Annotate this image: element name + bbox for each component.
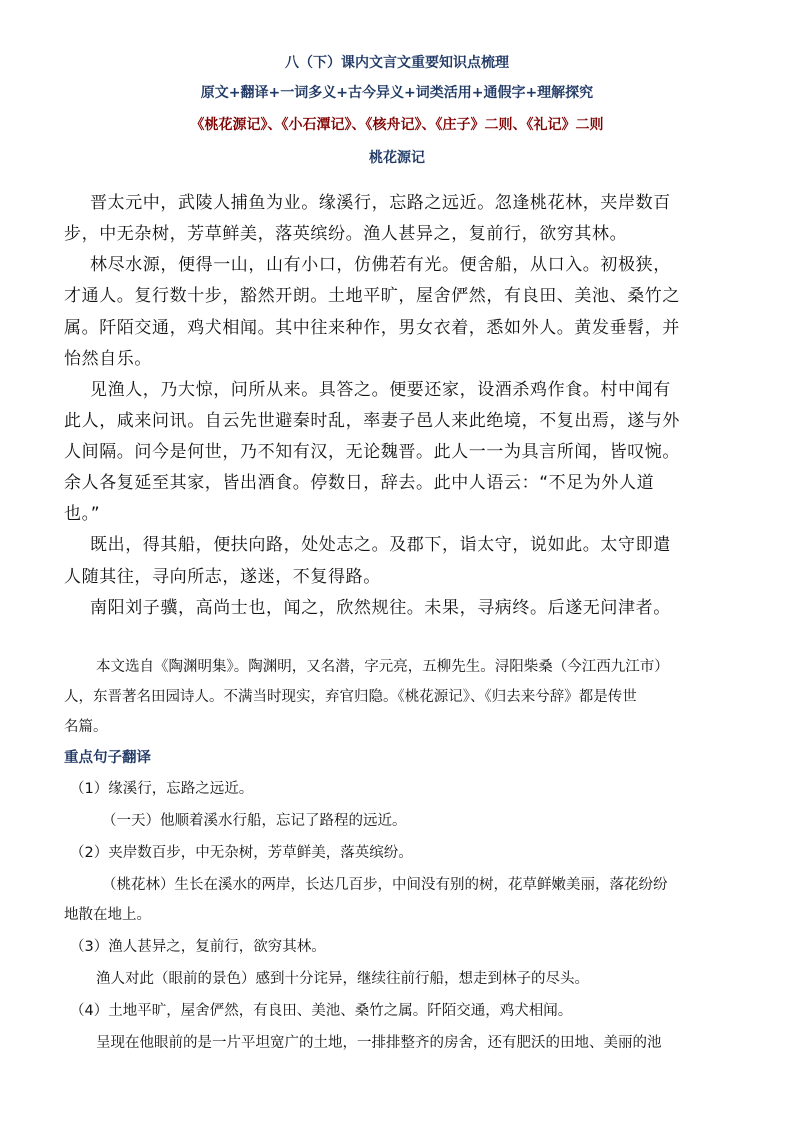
original-line: 晋太元中，武陵人捕鱼为业。缘溪行，忘路之远近。忽逢桃花林，夹岸数百	[90, 193, 671, 213]
translation-line: （一天）他顺着溪水行船，忘记了路程的远近。	[102, 813, 407, 829]
translation-heading: 重点句子翻译	[64, 750, 151, 766]
translation-line: 渔人对此（眼前的景色）感到十分诧异，继续往前行船，想走到林子的尽头。	[96, 971, 589, 987]
page-title: 八（下）课内文言文重要知识点梳理	[285, 55, 509, 71]
original-line: 余人各复延至其家，皆出酒食。停数日，辞去。此中人语云：“不足为外人道	[64, 473, 655, 493]
translation-line: （4）土地平旷，屋舍俨然，有良田、美池、桑竹之属。阡陌交通，鸡犬相闻。	[70, 1003, 573, 1019]
original-line: 才通人。复行数十步，豁然开朗。土地平旷，屋舍俨然，有良田、美池、桑竹之	[64, 286, 680, 306]
translation-line: 地散在地上。	[64, 907, 151, 923]
original-line: 见渔人，乃大惊，问所从来。具答之。便要还家，设酒杀鸡作食。村中闻有	[90, 380, 671, 400]
translation-line: 呈现在他眼前的是一片平坦宽广的土地，一排排整齐的房舍，还有肥沃的田地、美丽的池	[96, 1035, 662, 1051]
works-list: 《桃花源记》、《小石潭记》、《核舟记》、《庄子》二则、《礼记》二则	[190, 117, 604, 133]
note-line: 名篇。	[64, 719, 108, 735]
translation-line: （桃花林）生长在溪水的两岸，长达几百步，中间没有别的树，花草鲜嫩美丽，落花纷纷	[102, 877, 668, 893]
original-line: 人间隔。问今是何世，乃不知有汉，无论魏晋。此人一一为具言所闻，皆叹惋。	[64, 442, 680, 462]
original-line: 也。”	[64, 504, 101, 524]
original-line: 属。阡陌交通，鸡犬相闻。其中往来种作，男女衣着，悉如外人。黄发垂髫，并	[64, 318, 680, 338]
original-line: 既出，得其船，便扶向路，处处志之。及郡下，诣太守，说如此。太守即遣	[90, 535, 671, 555]
original-line: 人随其往，寻向所志，遂迷，不复得路。	[64, 567, 381, 587]
note-line: 本文选自《陶渊明集》。陶渊明，又名潜，字元亮，五柳先生。浔阳柴桑（今江西九江市）	[96, 659, 669, 675]
translation-line: （1）缘溪行，忘路之远近。	[70, 781, 254, 797]
translation-line: （3）渔人甚异之，复前行，欲穷其林。	[70, 939, 326, 955]
original-line: 林尽水源，便得一山，山有小口，仿佛若有光。便舍船，从口入。初极狭，	[90, 255, 671, 275]
original-line: 南阳刘子骥，高尚士也，闻之，欣然规往。未果，寻病终。后遂无问津者。	[90, 598, 671, 618]
original-line: 此人，咸来问讯。自云先世避秦时乱，率妻子邑人来此绝境，不复出焉，遂与外	[64, 411, 680, 431]
note-line: 人，东晋著名田园诗人。不满当时现实，弃官归隐。《桃花源记》、《归去来兮辞》都是传世	[64, 689, 637, 705]
original-line: 怡然自乐。	[64, 349, 152, 369]
translation-line: （2）夹岸数百步，中无杂树，芳草鲜美，落英缤纷。	[70, 845, 413, 861]
section-title: 桃花源记	[369, 150, 425, 166]
original-line: 步，中无杂树，芳草鲜美，落英缤纷。渔人甚异之，复前行，欲穷其林。	[64, 224, 628, 244]
page-subtitle: 原文+翻译+一词多义+古今异义+词类活用+通假字+理解探究	[200, 85, 594, 101]
